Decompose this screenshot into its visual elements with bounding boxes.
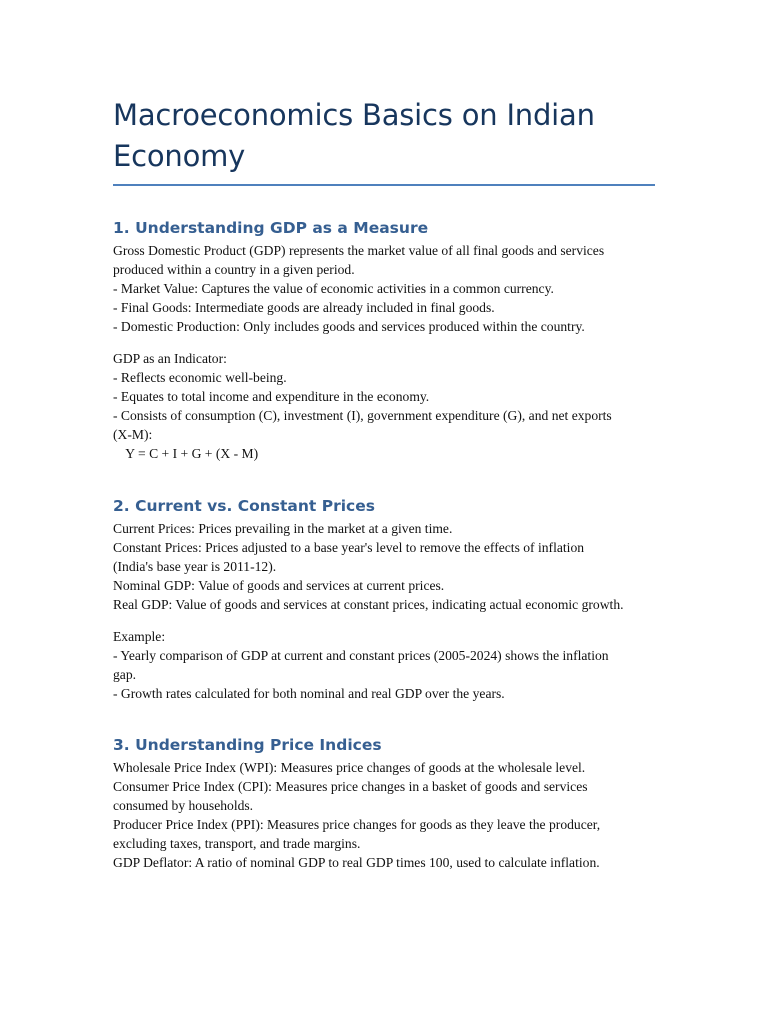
document-content (113, 95, 658, 872)
body-line: Nominal GDP: Value of goods and services at current prices. (113, 577, 445, 593)
section-current-vs-constant-prices (113, 496, 658, 703)
body-line: (India's base year is 2011-12). (113, 558, 277, 574)
body-line: - Growth rates calculated for both nominal and real GDP over the years. (113, 685, 505, 701)
body-line: Gross Domestic Product (GDP) represents the market value of all final goods and services (113, 243, 605, 258)
section-price-indices (113, 735, 658, 873)
body-line: excluding taxes, transport, and trade margins. (113, 836, 361, 852)
body-line: - Equates to total income and expenditure in the economy. (113, 389, 430, 405)
body-line: (X-M): (113, 427, 153, 443)
body-line: Constant Prices: Prices adjusted to a base year's level to remove the effects of inflation (113, 539, 585, 555)
section-heading: 2. Current vs. Constant Prices (113, 496, 375, 515)
body-line: - Final Goods: Intermediate goods are already included in final goods. (113, 300, 495, 316)
paragraph (113, 758, 658, 873)
body-line: gap. (113, 666, 137, 682)
body-line: - Market Value: Captures the value of economic activities in a common currency. (113, 281, 554, 297)
body-line: Wholesale Price Index (WPI): Measures price changes of goods at the wholesale level. (113, 759, 586, 775)
document-title-line-1: Macroeconomics Basics on Indian (113, 98, 595, 132)
body-line: - Reflects economic well-being. (113, 370, 287, 386)
body-line: Example: (113, 628, 166, 644)
document-title-line-2: Economy (113, 139, 246, 173)
paragraph (113, 519, 658, 614)
body-line: Consumer Price Index (CPI): Measures price changes in a basket of goods and services (113, 778, 588, 794)
paragraph (113, 349, 658, 464)
body-line: Current Prices: Prices prevailing in the market at a given time. (113, 520, 453, 536)
gdp-equation: Y = C + I + G + (X - M) (119, 446, 259, 462)
paragraph-spacer (113, 336, 658, 349)
body-line: Producer Price Index (PPI): Measures price changes for goods as they leave the producer, (113, 817, 601, 833)
body-line: consumed by households. (113, 798, 254, 814)
body-line: GDP as an Indicator: (113, 350, 227, 366)
paragraph-spacer (113, 614, 658, 627)
body-line: produced within a country in a given period. (113, 262, 355, 278)
paragraph (113, 241, 658, 336)
section-gdp-measure (113, 218, 658, 464)
document-title (113, 95, 655, 186)
body-line: GDP Deflator: A ratio of nominal GDP to real GDP times 100, used to calculate inflation. (113, 855, 600, 871)
body-line: - Yearly comparison of GDP at current and constant prices (2005-2024) shows the inflation (113, 647, 609, 663)
section-heading: 1. Understanding GDP as a Measure (113, 219, 429, 237)
body-line: Real GDP: Value of goods and services at constant prices, indicating actual economic growth. (113, 596, 624, 612)
body-line: - Domestic Production: Only includes goods and services produced within the country. (113, 319, 585, 335)
paragraph (113, 627, 658, 703)
section-heading: 3. Understanding Price Indices (113, 735, 382, 754)
body-line: - Consists of consumption (C), investment (I), government expenditure (G), and net exports (113, 408, 612, 424)
